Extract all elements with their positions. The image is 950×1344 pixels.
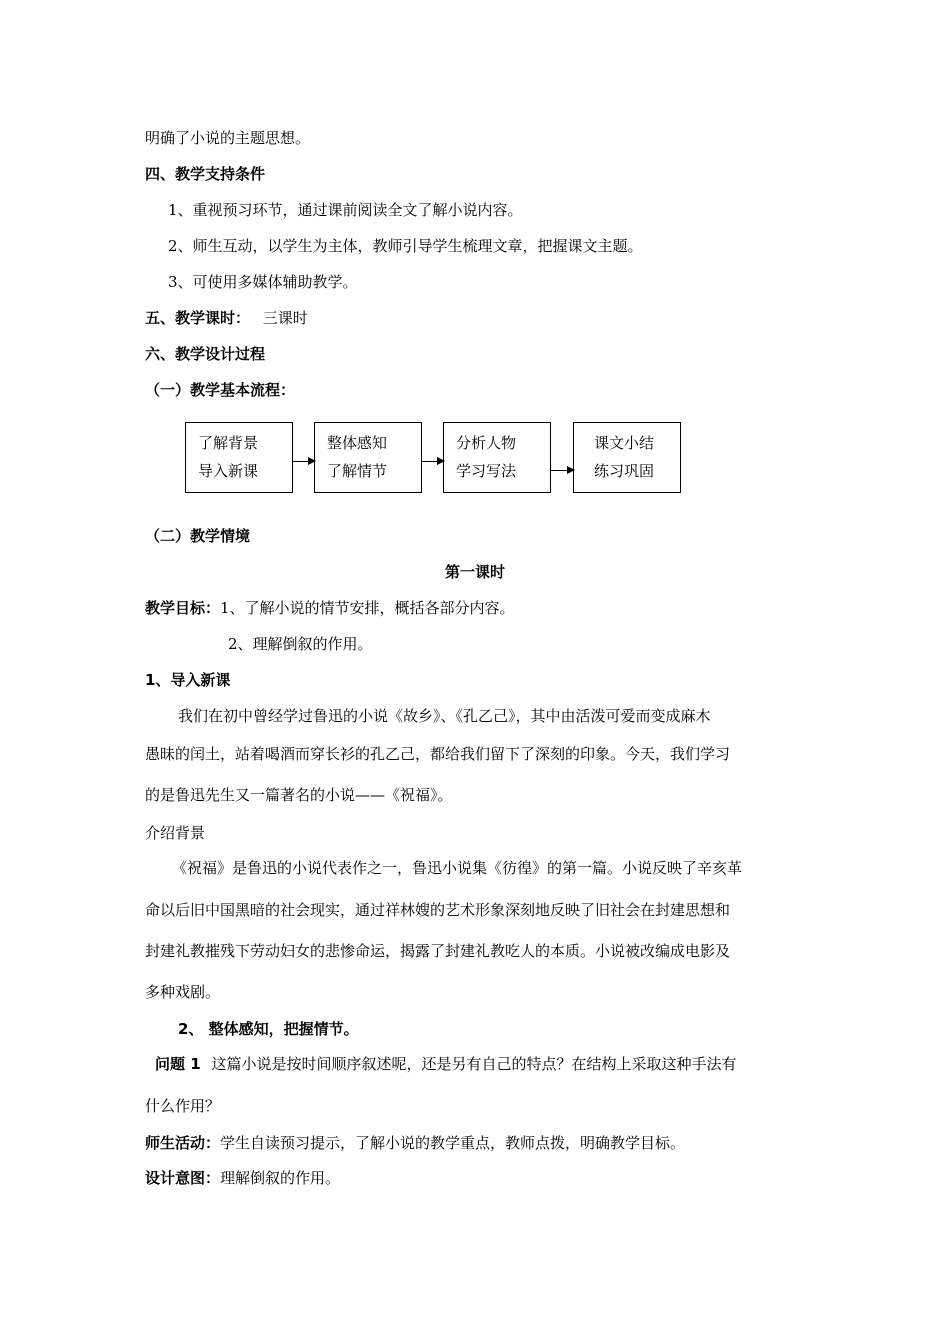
support-item-3: 3、可使用多媒体辅助教学。 (168, 273, 358, 291)
flow-box-4-line1: 课文小结 (594, 434, 655, 452)
support-item-1: 1、重视预习环节，通过课前阅读全文了解小说内容。 (168, 201, 523, 219)
question-1-text-1: 这篇小说是按时间顺序叙述呢，还是另有自己的特点？在结构上采取这种手法有 (211, 1055, 737, 1073)
flow-arrow-3 (551, 470, 573, 471)
lesson-title: 第一课时 (444, 563, 505, 581)
flow-box-1-line2: 导入新课 (198, 462, 259, 480)
question-1-line-1 (155, 1054, 736, 1074)
activity-label: 师生活动： (145, 1134, 221, 1152)
activity-line (145, 1133, 685, 1153)
paragraph-theme: 明确了小说的主题思想。 (145, 129, 311, 147)
support-item-2: 2、师生互动，以学生为主体，教师引导学生梳理文章，把握课文主题。 (168, 237, 643, 255)
flow-box-3-line1: 分析人物 (456, 434, 517, 452)
background-line-4: 多种戏剧。 (145, 983, 221, 1001)
section-5-heading: 五、教学课时： (145, 309, 251, 327)
background-line-3: 封建礼教摧残下劳动妇女的悲惨命运，揭露了封建礼教吃人的本质。小说被改编成电影及 (145, 942, 731, 960)
question-1-label: 问题 1 (155, 1055, 201, 1073)
flow-box-4-line2: 练习巩固 (594, 462, 655, 480)
step-1-heading: 1、导入新课 (145, 671, 231, 689)
goal-2: 2、理解倒叙的作用。 (228, 635, 373, 653)
flow-box-3 (443, 422, 551, 493)
background-line-2: 命以后旧中国黑暗的社会现实，通过祥林嫂的艺术形象深刻地反映了旧社会在封建思想和 (145, 901, 731, 919)
intent-line (145, 1168, 340, 1188)
flow-arrow-2 (422, 461, 443, 462)
section-4-heading: 四、教学支持条件 (145, 165, 266, 183)
context-subheading: （二）教学情境 (145, 527, 251, 545)
flow-box-2-line2: 了解情节 (327, 462, 388, 480)
goal-1: 1、了解小说的情节安排，概括各部分内容。 (220, 599, 515, 617)
flow-box-3-line2: 学习写法 (456, 462, 517, 480)
step-2-heading: 2、 整体感知，把握情节。 (178, 1020, 359, 1038)
intro-line-2: 愚昧的闰土，站着喝酒而穿长衫的孔乙己，都给我们留下了深刻的印象。今天，我们学习 (145, 745, 731, 763)
section-5-line (145, 308, 308, 328)
background-label: 介绍背景 (145, 824, 206, 842)
flow-box-2 (314, 422, 422, 493)
flow-box-2-line1: 整体感知 (327, 434, 388, 452)
activity-text: 学生自读预习提示，了解小说的教学重点，教师点拨，明确教学目标。 (220, 1134, 686, 1152)
goal-label: 教学目标： (145, 599, 221, 617)
intro-line-1: 我们在初中曾经学过鲁迅的小说《故乡》、《孔乙己》，其中由活泼可爱而变成麻木 (178, 707, 711, 725)
lesson-count: 三课时 (262, 309, 308, 327)
background-line-1: 《祝福》是鲁迅的小说代表作之一，鲁迅小说集《彷徨》的第一篇。小说反映了辛亥革 (172, 859, 743, 877)
intro-line-3: 的是鲁迅先生又一篇著名的小说——《祝福》。 (145, 786, 453, 804)
flow-box-4 (573, 422, 681, 493)
flow-subheading: （一）教学基本流程： (145, 381, 296, 399)
flow-arrow-1 (293, 461, 314, 462)
question-1-line-2: 什么作用？ (145, 1097, 221, 1115)
flow-box-1 (185, 422, 293, 493)
section-6-heading: 六、教学设计过程 (145, 345, 266, 363)
intent-label: 设计意图： (145, 1169, 221, 1187)
goal-line-1 (145, 598, 515, 618)
flow-box-1-line1: 了解背景 (198, 434, 259, 452)
intent-text: 理解倒叙的作用。 (220, 1169, 341, 1187)
